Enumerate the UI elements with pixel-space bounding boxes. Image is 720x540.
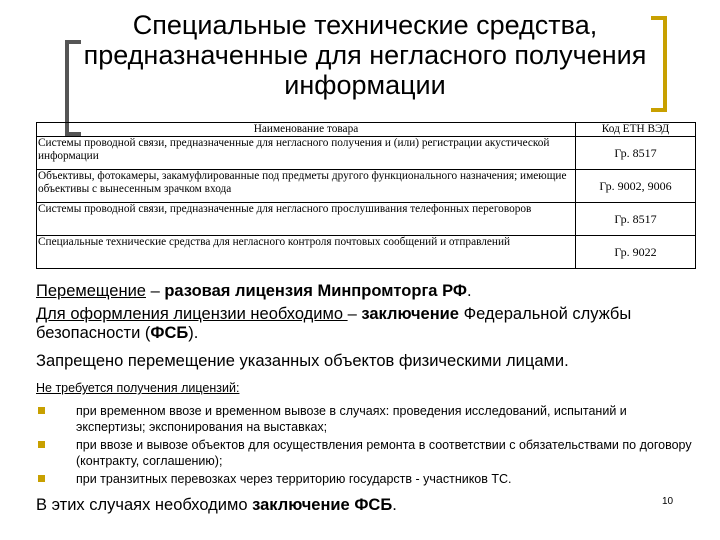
fsb-abbr: ФСБ (150, 324, 189, 342)
list-item (36, 471, 696, 487)
table-row (37, 170, 696, 203)
row-name: Специальные технические средства для негласного контроля почтовых сообщений и отправлений (37, 236, 576, 269)
slide-title: Специальные технические средства, предназначенные для негласного получения информации (83, 10, 647, 100)
list-item-text: при ввозе и вывозе объектов для осуществления ремонта в соответствии с обязательствами по договору (контракту, соглашению); (76, 438, 692, 468)
period: . (392, 496, 397, 514)
row-code: Гр. 8517 (576, 203, 696, 236)
header-name: Наименование товара (37, 123, 576, 137)
conclusion-paragraph (36, 496, 696, 515)
row-code: Гр. 9022 (576, 236, 696, 269)
table-header-row (37, 123, 696, 137)
page-number: 10 (662, 496, 674, 507)
dash: – (145, 282, 165, 300)
row-name: Системы проводной связи, предназначенные для негласного прослушивания телефонных переговоров (37, 203, 576, 236)
no-license-heading (36, 380, 696, 396)
row-name: Системы проводной связи, предназначенные для негласного получения и (или) регистрации акустической информации (37, 137, 576, 170)
row-code: Гр. 8517 (576, 137, 696, 170)
conclusion-text: В этих случаях необходимо (36, 496, 253, 514)
prohibition-paragraph: Запрещено перемещение указанных объектов физическими лицами. (36, 352, 569, 370)
closing: ). (188, 324, 199, 342)
square-bullet-icon (38, 475, 45, 482)
row-name: Объективы, фотокамеры, закамуфлированные под предметы другого функционального назначения; имеющие объективы с вынесенным зрачком входа (37, 170, 576, 203)
table-row (37, 236, 696, 269)
exemptions-list (36, 403, 696, 489)
list-item (36, 403, 696, 435)
license-text: разовая лицензия Минпромторга РФ (164, 282, 467, 300)
row-code: Гр. 9002, 9006 (576, 170, 696, 203)
square-bullet-icon (38, 441, 45, 448)
conclusion-fsb: заключение ФСБ (252, 496, 393, 514)
list-item-text: при временном ввозе и временном вывозе в случаях: проведения исследований, испытаний и экспертизы; экспонирования на выставках; (76, 404, 627, 434)
period: . (466, 282, 472, 300)
dash: – (347, 305, 362, 323)
license-requirement-paragraph (36, 305, 696, 343)
header-code: Код ЕТН ВЭД (576, 123, 696, 137)
no-license-text: Не требуется получения лицензий: (36, 381, 240, 395)
goods-table (36, 122, 696, 269)
fsb-text: Федеральной службы безопасности ( (36, 305, 632, 342)
license-requirement-term: Для оформления лицензии необходимо (36, 305, 348, 323)
movement-term: Перемещение (36, 282, 146, 300)
conclusion-term: заключение (361, 305, 459, 323)
movement-paragraph (36, 282, 696, 301)
table-row (37, 203, 696, 236)
table-row (37, 137, 696, 170)
list-item (36, 437, 696, 469)
list-item-text: при транзитных перевозках через территорию государств - участников ТС. (76, 472, 512, 486)
square-bullet-icon (38, 407, 45, 414)
right-bracket-decoration (651, 16, 667, 112)
